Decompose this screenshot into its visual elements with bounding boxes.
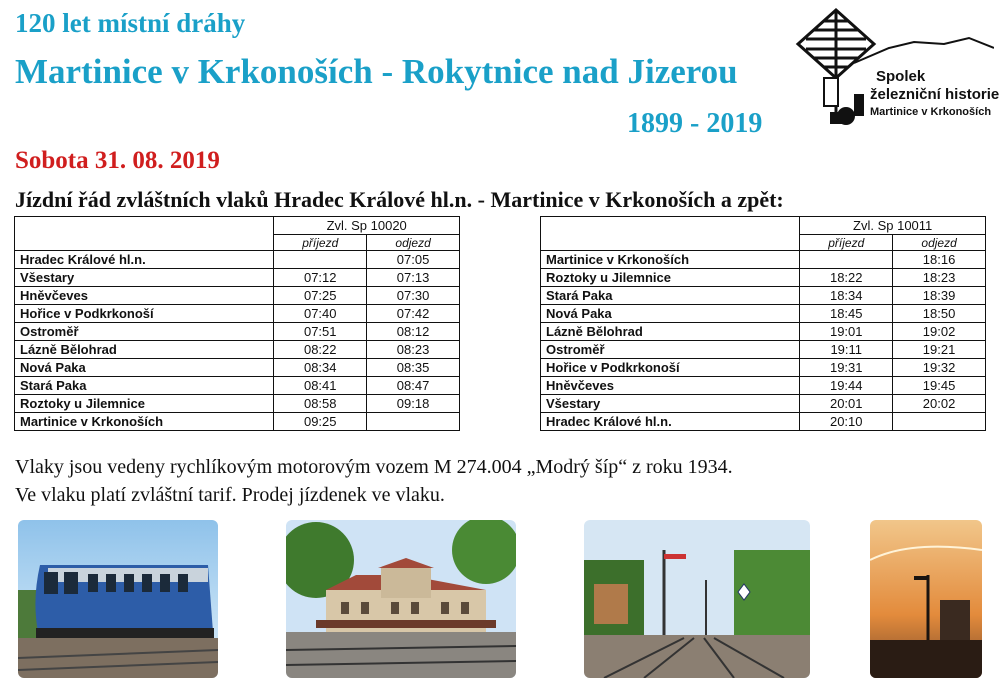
station-name: Stará Paka xyxy=(15,377,274,395)
table-row xyxy=(15,251,460,269)
depart-time: 08:47 xyxy=(367,377,460,395)
table-row xyxy=(15,305,460,323)
station-name: Ostroměř xyxy=(15,323,274,341)
depart-time xyxy=(367,413,460,431)
depart-time: 08:23 xyxy=(367,341,460,359)
arrive-time: 08:34 xyxy=(274,359,367,377)
depart-time: 08:12 xyxy=(367,323,460,341)
photo-sunset-signal xyxy=(870,520,982,678)
col-depart: odjezd xyxy=(367,235,460,251)
depart-time: 07:30 xyxy=(367,287,460,305)
depart-time xyxy=(893,413,986,431)
depart-time: 18:50 xyxy=(893,305,986,323)
arrive-time: 19:11 xyxy=(800,341,893,359)
col-arrive: příjezd xyxy=(800,235,893,251)
table-row xyxy=(15,359,460,377)
table-row xyxy=(541,413,986,431)
header-blank xyxy=(15,217,274,235)
depart-time: 18:16 xyxy=(893,251,986,269)
depart-time: 19:02 xyxy=(893,323,986,341)
arrive-time xyxy=(274,251,367,269)
table-row xyxy=(541,323,986,341)
years-range: 1899 - 2019 xyxy=(627,108,763,139)
train-number: Zvl. Sp 10020 xyxy=(274,217,460,235)
arrive-time: 08:41 xyxy=(274,377,367,395)
depart-time: 19:45 xyxy=(893,377,986,395)
arrive-time: 08:22 xyxy=(274,341,367,359)
station-name: Lázně Bělohrad xyxy=(15,341,274,359)
station-name: Hořice v Podkrkonoší xyxy=(15,305,274,323)
depart-time: 19:21 xyxy=(893,341,986,359)
table-row xyxy=(15,287,460,305)
arrive-time: 07:51 xyxy=(274,323,367,341)
arrive-time: 19:44 xyxy=(800,377,893,395)
station-name: Martinice v Krkonoších xyxy=(15,413,274,431)
table-row xyxy=(541,341,986,359)
arrive-time: 19:01 xyxy=(800,323,893,341)
arrive-time: 07:40 xyxy=(274,305,367,323)
photo-blue-arrow-railcar xyxy=(18,520,218,678)
depart-time: 07:05 xyxy=(367,251,460,269)
arrive-time: 07:25 xyxy=(274,287,367,305)
depart-time: 19:32 xyxy=(893,359,986,377)
photo-station-building xyxy=(286,520,516,678)
table-row xyxy=(15,377,460,395)
table-row xyxy=(15,413,460,431)
station-name: Roztoky u Jilemnice xyxy=(15,395,274,413)
table-row xyxy=(541,269,986,287)
station-name: Martinice v Krkonoších xyxy=(541,251,800,269)
header-blank xyxy=(541,217,800,235)
station-name: Nová Paka xyxy=(15,359,274,377)
station-name: Hradec Králové hl.n. xyxy=(541,413,800,431)
table-row xyxy=(541,251,986,269)
arrive-time: 19:31 xyxy=(800,359,893,377)
depart-time: 08:35 xyxy=(367,359,460,377)
depart-time: 09:18 xyxy=(367,395,460,413)
table-row xyxy=(15,323,460,341)
station-name: Lázně Bělohrad xyxy=(541,323,800,341)
station-name: Ostroměř xyxy=(541,341,800,359)
table-row xyxy=(541,395,986,413)
table-row xyxy=(541,287,986,305)
station-name: Hněvčeves xyxy=(15,287,274,305)
table-row xyxy=(541,359,986,377)
table-row xyxy=(541,305,986,323)
timetable-return xyxy=(540,216,986,431)
table-row xyxy=(15,269,460,287)
col-arrive: příjezd xyxy=(274,235,367,251)
station-name: Hořice v Podkrkonoší xyxy=(541,359,800,377)
arrive-time: 20:01 xyxy=(800,395,893,413)
arrive-time: 09:25 xyxy=(274,413,367,431)
arrive-time: 18:22 xyxy=(800,269,893,287)
arrive-time xyxy=(800,251,893,269)
station-name: Hněvčeves xyxy=(541,377,800,395)
kicker-title: 120 let místní dráhy xyxy=(15,8,246,38)
depart-time: 07:13 xyxy=(367,269,460,287)
note-train-vehicle: Vlaky jsou vedeny rychlíkovým motorovým vozem M 274.004 „Modrý šíp“ z roku 1934. xyxy=(15,456,733,478)
timetable-outbound xyxy=(14,216,460,431)
logo-line-2: železniční historie xyxy=(870,86,1000,103)
station-name: Nová Paka xyxy=(541,305,800,323)
depart-time: 18:23 xyxy=(893,269,986,287)
arrive-time: 18:45 xyxy=(800,305,893,323)
station-name: Hradec Králové hl.n. xyxy=(15,251,274,269)
photo-semaphore-tracks xyxy=(584,520,810,678)
depart-time: 07:42 xyxy=(367,305,460,323)
station-name: Roztoky u Jilemnice xyxy=(541,269,800,287)
depart-time: 20:02 xyxy=(893,395,986,413)
arrive-time: 07:12 xyxy=(274,269,367,287)
station-name: Stará Paka xyxy=(541,287,800,305)
train-number: Zvl. Sp 10011 xyxy=(800,217,986,235)
header-blank xyxy=(15,235,274,251)
arrive-time: 18:34 xyxy=(800,287,893,305)
club-logo xyxy=(794,8,1000,134)
table-row xyxy=(15,395,460,413)
table-row xyxy=(541,377,986,395)
note-tariff: Ve vlaku platí zvláštní tarif. Prodej jízdenek ve vlaku. xyxy=(15,484,445,506)
header-blank xyxy=(541,235,800,251)
logo-line-3: Martinice v Krkonoších xyxy=(870,106,992,118)
col-depart: odjezd xyxy=(893,235,986,251)
depart-time: 18:39 xyxy=(893,287,986,305)
event-date: Sobota 31. 08. 2019 xyxy=(15,147,220,174)
arrive-time: 20:10 xyxy=(800,413,893,431)
station-name: Všestary xyxy=(541,395,800,413)
timetable-heading: Jízdní řád zvláštních vlaků Hradec Králové hl.n. - Martinice v Krkonoších a zpět: xyxy=(15,187,784,212)
station-name: Všestary xyxy=(15,269,274,287)
arrive-time: 08:58 xyxy=(274,395,367,413)
table-row xyxy=(15,341,460,359)
logo-line-1: Spolek xyxy=(876,68,926,85)
page-title: Martinice v Krkonoších - Rokytnice nad Jizerou xyxy=(15,52,738,91)
